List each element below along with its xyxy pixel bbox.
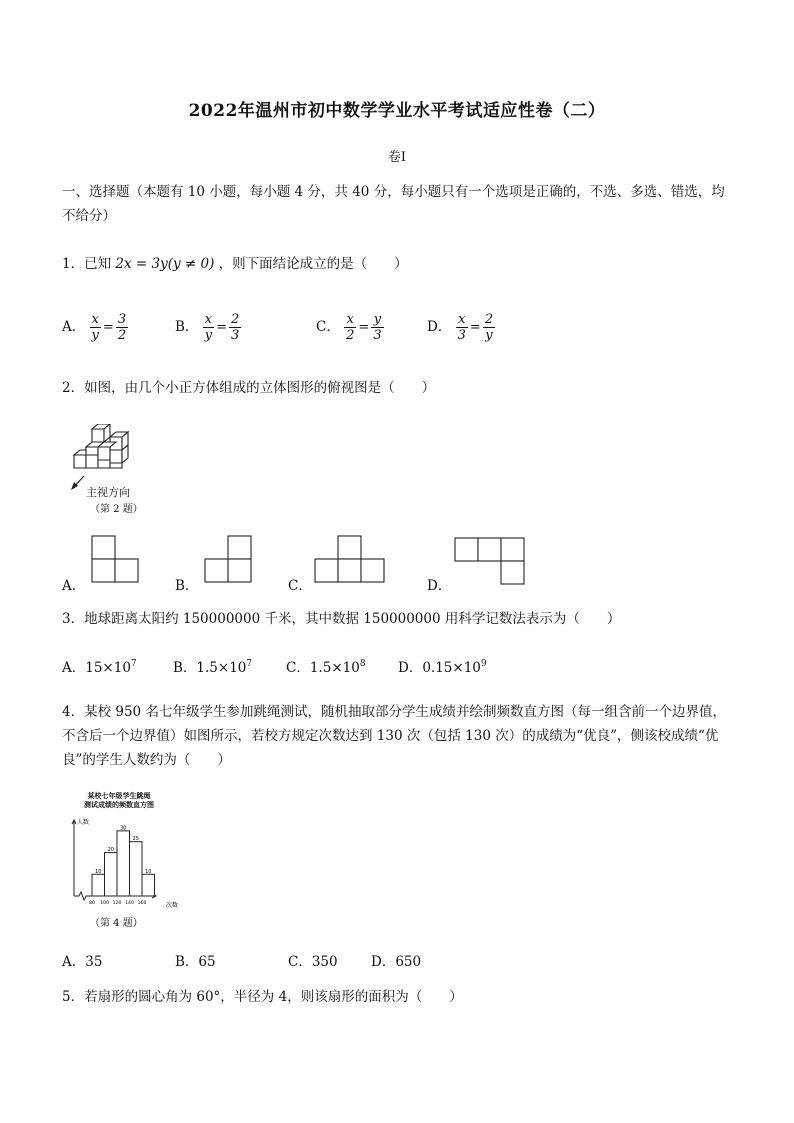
bar-value-label: 10 (145, 868, 152, 875)
fraction: $\frac{x}{y}$ (204, 312, 213, 343)
y-axis-label: 人数 (77, 819, 90, 826)
histogram-chart (60, 812, 190, 912)
chart-title (64, 792, 174, 810)
histogram-bar (105, 853, 118, 896)
x-tick-label: 140 (125, 901, 134, 906)
fraction: $\frac{y}{3}$ (373, 312, 382, 343)
q3-option-c[interactable]: C．$1.5\times 10^8$ (286, 659, 366, 676)
option-label: B． (175, 319, 199, 335)
question-4-line-3: 良”的学生人数约为（ ） (62, 752, 231, 768)
section-header-line-2: 不给分） (62, 208, 116, 224)
question-4-line-1: 4．某校 950 名七年级学生参加跳绳测试，随机抽取部分学生成绩并绘制频数直方图（每一组含前一个边界值， (62, 704, 726, 720)
fraction: $\frac{3}{2}$ (117, 312, 127, 343)
view-direction-label: 主视方向 (86, 486, 130, 499)
question-5: 5．若扇形的圆心角为 60°，半径为 4，则该扇形的面积为（ ） (62, 989, 463, 1005)
question-1-prefix: 1．已知 (62, 256, 112, 272)
volume-label: 卷I (387, 150, 407, 165)
q3-options (62, 656, 487, 676)
arrow-icon (71, 476, 84, 490)
question-3: 3．地球距离太阳约 150000000 千米，其中数据 150000000 用科学记数法表示为（ ） (62, 611, 621, 627)
q4-option-c[interactable]: C．350 (288, 954, 338, 970)
histogram-bar (92, 874, 105, 896)
q3-option-b[interactable]: B．$1.5\times 10^7$ (173, 659, 253, 676)
chart-title-line-2: 测试成绩的频数直方图 (84, 801, 154, 809)
option-label: D． (427, 319, 452, 335)
figure-4-caption: （第 4 题） (90, 918, 143, 929)
q1-option-c[interactable] (316, 312, 384, 343)
q4-option-a[interactable]: A．35 (62, 954, 103, 970)
bar-value-label: 30 (120, 825, 127, 832)
x-tick-label: 160 (137, 901, 147, 906)
bar-value-label: 25 (132, 836, 139, 843)
q4-option-d[interactable]: D．650 (371, 954, 422, 970)
histogram-bar (130, 842, 143, 896)
histogram-bar (117, 831, 130, 896)
q2-option-c-label[interactable]: C． (288, 578, 312, 594)
section-header-line-1: 一、选择题（本题有 10 小题，每小题 4 分，共 40 分，每小题只有一个选项是正确的，不选、多选、错选，均 (62, 184, 725, 200)
fraction: $\frac{2}{y}$ (484, 312, 494, 343)
q4-options (62, 950, 421, 970)
equals-sign: = (216, 320, 227, 335)
option-label: C． (316, 319, 340, 335)
q4-option-b[interactable]: B．65 (175, 954, 216, 970)
chart-title-line-1: 某校七年级学生跳绳 (87, 792, 151, 800)
histogram-bar (142, 874, 155, 896)
q3-option-d[interactable]: D．$0.15\times 10^9$ (398, 659, 487, 676)
question-1-condition: 2x = 3y(y ≠ 0) (115, 256, 215, 272)
q3-option-a[interactable]: A．$15\times 10^7$ (62, 659, 137, 676)
question-1-suffix: ，则下面结论成立的是（ ） (218, 256, 408, 272)
q2-option-a-label[interactable]: A． (62, 578, 86, 594)
q2-option-a-figure[interactable] (91, 535, 141, 583)
q2-option-d-label[interactable]: D． (427, 578, 452, 594)
equals-sign: = (102, 320, 114, 335)
cube-front-face (92, 429, 104, 442)
question-2: 2．如图，由几个小正方体组成的立体图形的俯视图是（ ） (62, 380, 436, 396)
section-header (62, 180, 742, 228)
fraction: $\frac{x}{3}$ (457, 312, 466, 343)
q1-option-d[interactable] (427, 312, 495, 343)
bar-value-label: 10 (95, 868, 102, 875)
equals-sign: = (469, 320, 481, 335)
question-4 (62, 700, 742, 772)
exam-title: 2022年温州市初中数学学业水平考试适应性卷（二） (188, 101, 606, 121)
q1-option-a[interactable] (62, 312, 128, 343)
q2-option-b-figure[interactable] (204, 535, 254, 583)
x-tick-label: 100 (100, 901, 109, 906)
equals-sign: = (358, 320, 370, 335)
question-4-line-2: 不含后一个边界值）如图所示，若校方规定次数达到 130 次（包括 130 次）的成绩为“优良”，侧该校成绩“优 (62, 728, 719, 744)
fraction: $\frac{2}{3}$ (230, 312, 240, 343)
x-tick-label: 120 (112, 901, 122, 906)
q2-option-b-label[interactable]: B． (175, 578, 199, 594)
q1-option-b[interactable] (175, 312, 241, 343)
fraction: $\frac{x}{y}$ (91, 312, 99, 343)
q2-option-c-figure[interactable] (314, 535, 388, 583)
question-1 (62, 252, 408, 276)
x-axis-label: 次数 (166, 902, 179, 909)
fraction: $\frac{x}{2}$ (346, 312, 355, 343)
figure-2-caption: （第 2 题） (90, 504, 143, 515)
x-tick-label: 80 (89, 901, 95, 906)
q2-option-d-figure[interactable] (454, 537, 528, 585)
option-label: A． (62, 319, 86, 335)
bar-value-label: 20 (107, 847, 114, 854)
